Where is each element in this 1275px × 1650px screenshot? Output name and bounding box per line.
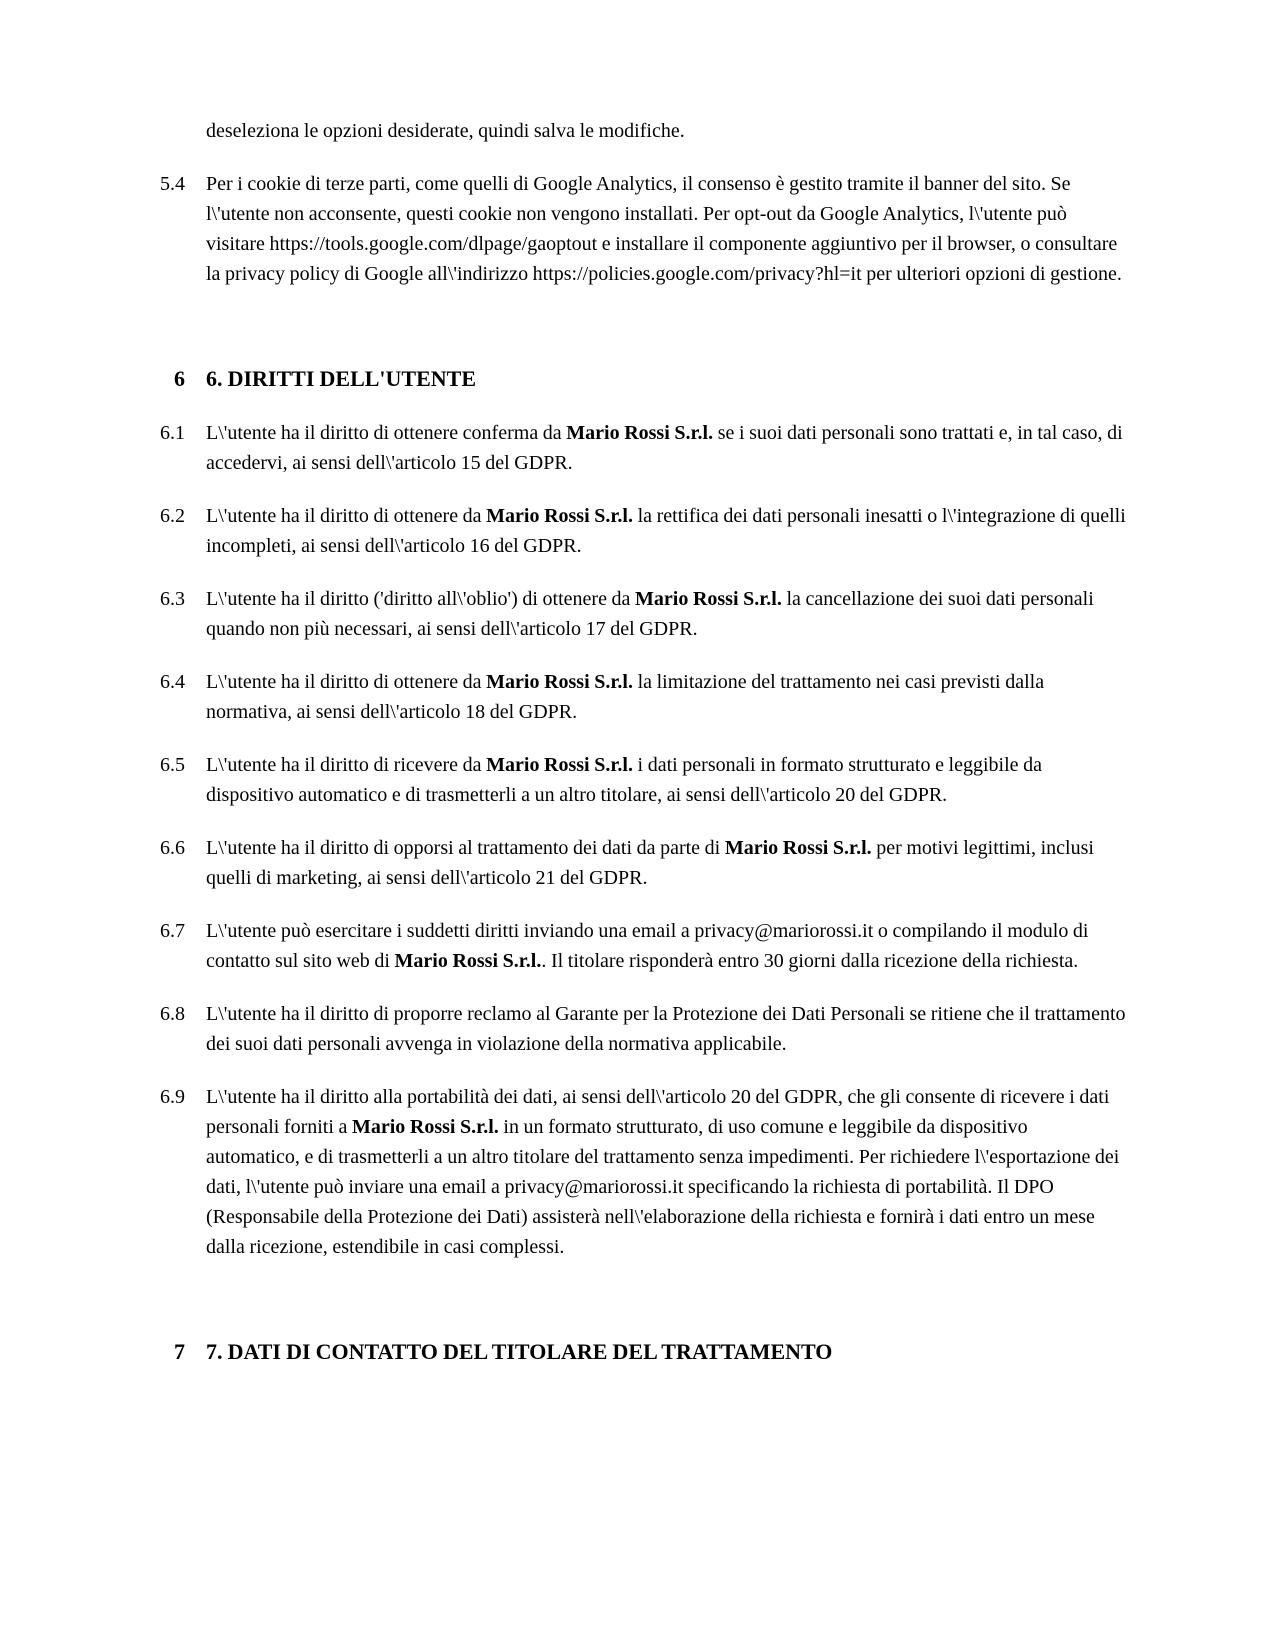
item-number: 6.8: [160, 1003, 185, 1025]
item-number: 7: [174, 1339, 185, 1364]
numbered-paragraph: [147, 169, 1215, 289]
numbered-paragraph: [147, 584, 1215, 644]
text-run: i dati personali in formato strutturato e leggibile da dispositivo automatico e di trasmetterli a un altro titolare, ai sensi dell\'articolo 20 del GDPR.: [206, 754, 1043, 806]
numbered-paragraph: [147, 916, 1215, 976]
item-text: [206, 418, 1126, 478]
section-heading: [147, 363, 1215, 395]
text-run: la rettifica dei dati personali inesatti o l\'integrazione di quelli incompleti, ai sensi dell\'articolo 16 del GDPR.: [206, 505, 1126, 557]
text-run: L\'utente ha il diritto ('diritto all\'oblio') di ottenere da: [206, 588, 636, 610]
text-run: se i suoi dati personali sono trattati e, in tal caso, di accedervi, ai sensi dell\'articolo 15 del GDPR.: [206, 422, 1123, 474]
item-number: 6.5: [160, 754, 185, 776]
item-text: [206, 667, 1126, 727]
section-heading: [147, 1336, 1215, 1368]
numbered-paragraph: [147, 418, 1215, 478]
text-run: deseleziona le opzioni desiderate, quindi salva le modifiche.: [206, 120, 685, 142]
item-text: [206, 833, 1126, 893]
bold-text-run: Mario Rossi S.r.l.: [486, 671, 633, 693]
numbered-paragraph: [147, 1082, 1215, 1262]
numbered-paragraph: [147, 501, 1215, 561]
bold-text-run: Mario Rossi S.r.l.: [394, 950, 542, 972]
item-number: 6.2: [160, 505, 185, 527]
item-text: [206, 501, 1126, 561]
text-run: L\'utente può esercitare i suddetti diritti inviando una email a privacy@mariorossi.it o compilando il modulo di contatto sul sito web di: [206, 920, 1089, 972]
item-number: 6.7: [160, 920, 185, 942]
text-run: la cancellazione dei suoi dati personali quando non più necessari, ai sensi dell\'articolo 17 del GDPR.: [206, 588, 1094, 640]
item-text: [206, 1336, 1126, 1368]
text-run: L\'utente ha il diritto di opporsi al trattamento dei dati da parte di: [206, 837, 725, 859]
numbered-paragraph: [147, 750, 1215, 810]
numbered-paragraph: [147, 999, 1215, 1059]
text-run: . Il titolare risponderà entro 30 giorni dalla ricezione della richiesta.: [541, 950, 1079, 972]
text-run: L\'utente ha il diritto alla portabilità dei dati, ai sensi dell\'articolo 20 del GDPR, che gli consente di ricevere i dati personali forniti a: [206, 1086, 1110, 1138]
item-text: [206, 584, 1126, 644]
text-run: L\'utente ha il diritto di ottenere da: [206, 505, 487, 527]
item-number: 6.3: [160, 588, 185, 610]
item-number: [147, 116, 185, 146]
item-number: 5.4: [160, 173, 185, 195]
numbered-paragraph: [147, 667, 1215, 727]
item-text: [206, 750, 1126, 810]
item-text: [206, 169, 1126, 289]
text-run: per motivi legittimi, inclusi quelli di marketing, ai sensi dell\'articolo 21 del GDPR.: [206, 837, 1094, 889]
bold-text-run: Mario Rossi S.r.l.: [635, 588, 782, 610]
text-run: L\'utente ha il diritto di ricevere da: [206, 754, 487, 776]
bold-text-run: Mario Rossi S.r.l.: [486, 754, 633, 776]
item-text: [206, 1082, 1126, 1262]
bold-text-run: 6. DIRITTI DELL'UTENTE: [206, 366, 476, 391]
item-text: [206, 916, 1126, 976]
paragraph-continuation: [147, 116, 1215, 146]
bold-text-run: Mario Rossi S.r.l.: [486, 505, 633, 527]
item-number: 6.6: [160, 837, 185, 859]
bold-text-run: 7. DATI DI CONTATTO DEL TITOLARE DEL TRATTAMENTO: [206, 1339, 833, 1364]
item-number: 6.9: [160, 1086, 185, 1108]
text-run: in un formato strutturato, di uso comune e leggibile da dispositivo automatico, e di trasmetterli a un altro titolare del trattamento senza impedimenti. Per richiedere l\'esportazione dei dati, l\'utente può inviare una email a privacy@mariorossi.it specificando la richiesta di portabilità. Il DPO (Responsabile della Protezione dei Dati) assisterà nell\'elaborazione della richiesta e fornirà i dati entro un mese dalla ricezione, estendibile in casi complessi.: [206, 1116, 1120, 1258]
item-text: [206, 999, 1126, 1059]
item-number: 6.4: [160, 671, 185, 693]
bold-text-run: Mario Rossi S.r.l.: [566, 422, 714, 444]
item-number: 6.1: [160, 422, 185, 444]
item-number: 6: [174, 366, 185, 391]
text-run: L\'utente ha il diritto di ottenere conferma da: [206, 422, 567, 444]
numbered-paragraph: [147, 833, 1215, 893]
item-text: [206, 363, 1126, 395]
text-run: L\'utente ha il diritto di ottenere da: [206, 671, 487, 693]
bold-text-run: Mario Rossi S.r.l.: [351, 1116, 499, 1138]
text-run: L\'utente ha il diritto di proporre reclamo al Garante per la Protezione dei Dati Personali se ritiene che il trattamento dei suoi dati personali avvenga in violazione della normativa applicabile.: [206, 1003, 1126, 1055]
text-run: Per i cookie di terze parti, come quelli di Google Analytics, il consenso è gestito tramite il banner del sito. Se l\'utente non acconsente, questi cookie non vengono installati. Per opt-out da Google Analytics, l\'utente può visitare https://tools.google.com/dlpage/gaoptout e installare il componente aggiuntivo per il browser, o consultare la privacy policy di Google all\'indirizzo https://policies.google.com/privacy?hl=it per ulteriori opzioni di gestione.: [206, 173, 1122, 285]
text-run: la limitazione del trattamento nei casi previsti dalla normativa, ai sensi dell\'articolo 18 del GDPR.: [206, 671, 1045, 723]
bold-text-run: Mario Rossi S.r.l.: [724, 837, 872, 859]
item-text: [206, 116, 1126, 146]
